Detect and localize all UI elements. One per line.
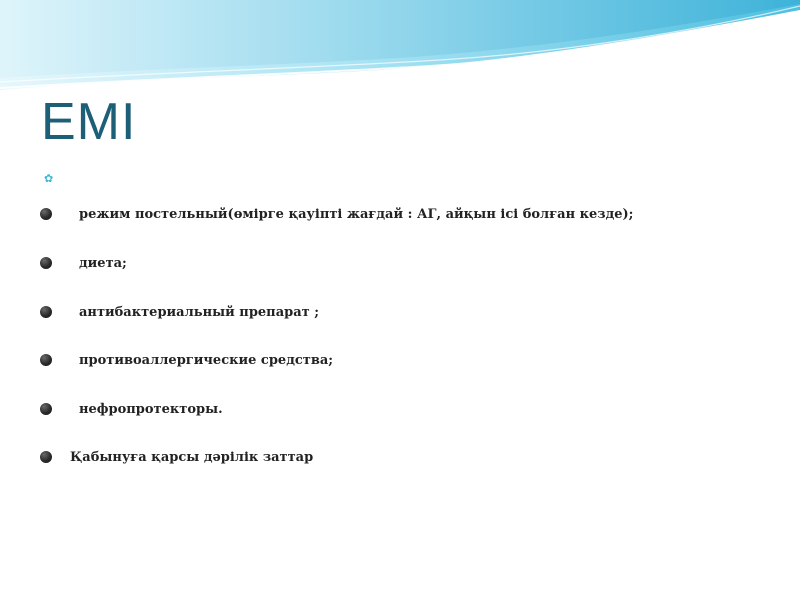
bullet-icon	[40, 451, 52, 463]
bullet-icon	[40, 403, 52, 415]
header-wave-decoration	[0, 0, 800, 100]
list-item-text: диета;	[79, 256, 127, 271]
bullet-icon	[40, 257, 52, 269]
list-item	[0, 303, 700, 323]
list-item-text: нефропротекторы.	[79, 402, 223, 417]
list-item-text: Қабынуға қарсы дәрілік заттар	[70, 450, 314, 465]
list-item-text: режим постельный(өмірге қауіпті жағдай : АГ, айқын ісі болған кезде);	[79, 207, 634, 222]
teal-bullet-icon: ✿	[44, 173, 54, 185]
list-item	[0, 448, 700, 468]
list-item	[0, 205, 700, 225]
list-item	[0, 400, 700, 420]
list-item-text: противоаллергические средства;	[79, 353, 334, 368]
list-item	[0, 351, 700, 371]
bullet-icon	[40, 208, 52, 220]
bullet-icon	[40, 306, 52, 318]
list-item-text: антибактериальный препарат ;	[79, 305, 320, 320]
slide-title: ЕМІ	[41, 93, 137, 151]
list-item	[0, 254, 700, 274]
bullet-icon	[40, 354, 52, 366]
